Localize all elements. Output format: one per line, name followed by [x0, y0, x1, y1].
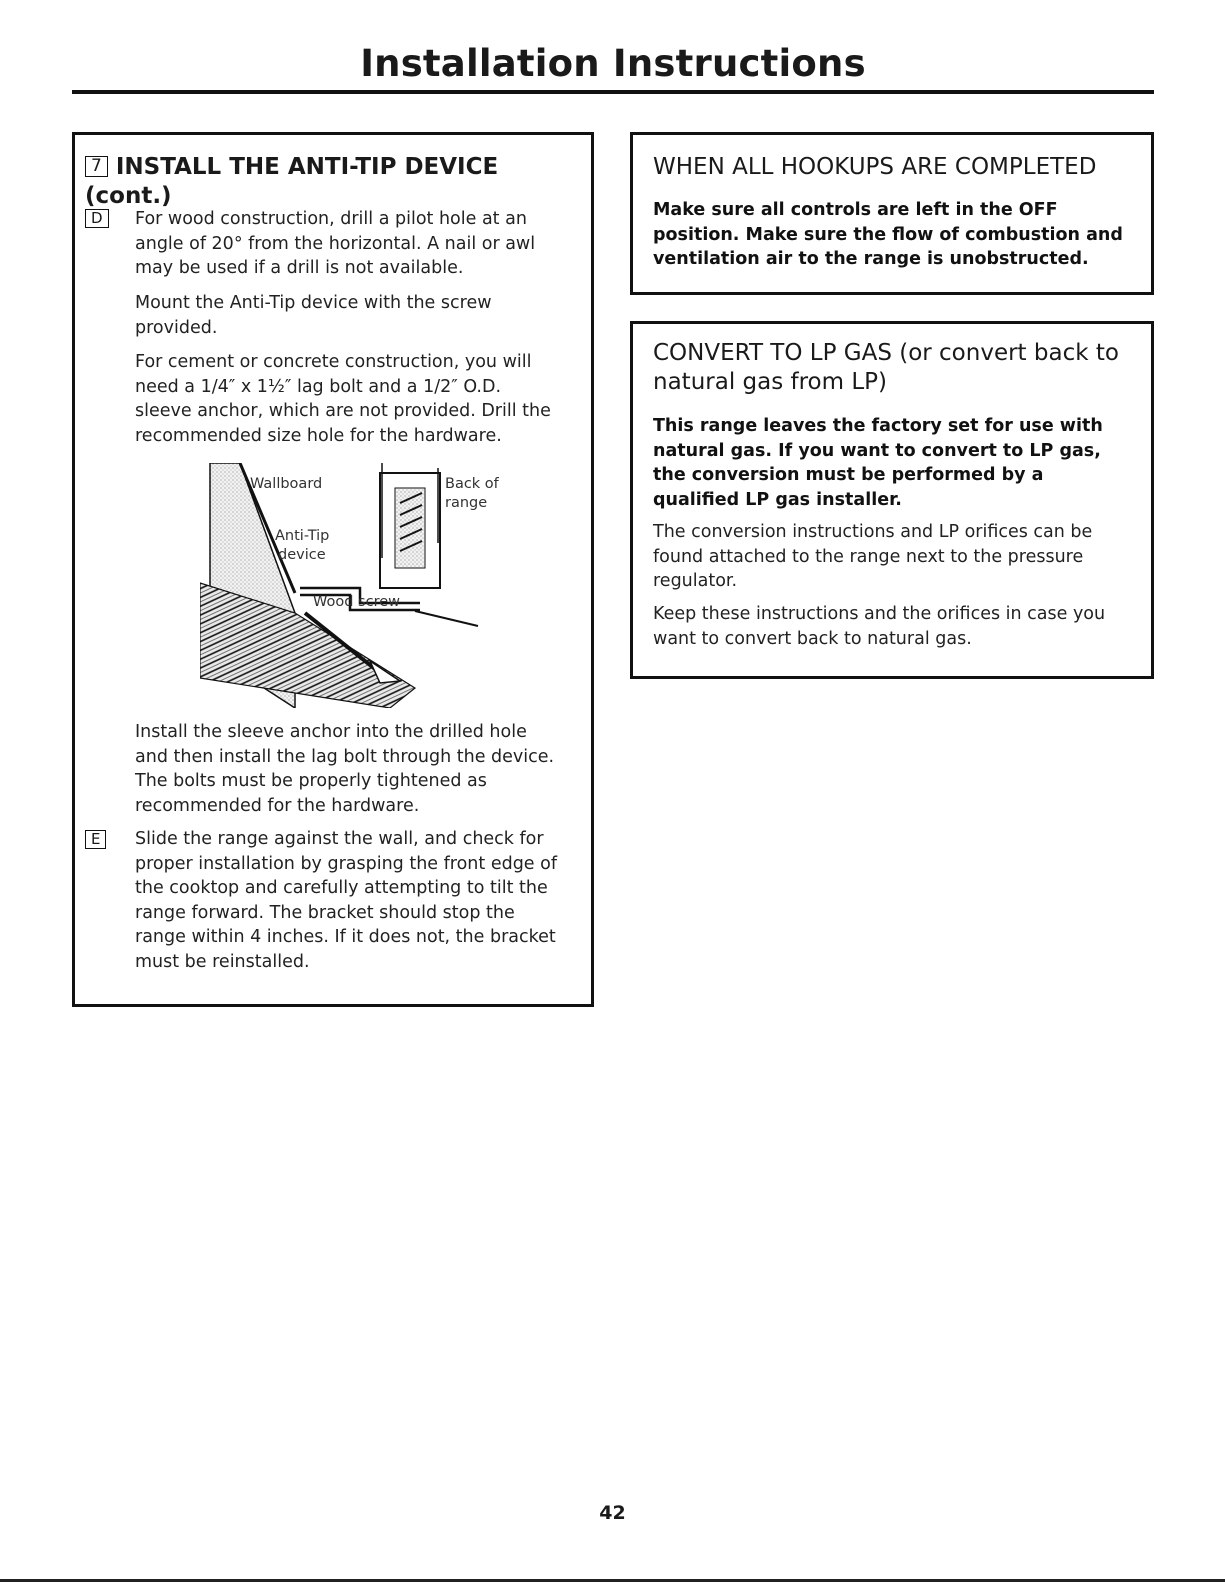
figure-label-range: range [445, 495, 488, 511]
page-number: 42 [599, 1502, 626, 1524]
bottom-divider [0, 1579, 1225, 1582]
step-number-badge: 7 [85, 156, 108, 177]
anti-tip-heading [85, 153, 591, 211]
hookups-section [630, 132, 1154, 295]
hookups-heading: WHEN ALL HOOKUPS ARE COMPLETED [653, 154, 1097, 180]
lp-paragraph-2: Keep these instructions and the orifices in case you want to convert back to natural gas. [653, 604, 1106, 649]
step-d-label: D [85, 209, 109, 228]
step-e-label: E [85, 830, 106, 849]
hookups-body: Make sure all controls are left in the OFF position. Make sure the flow of combustion and ventilation air to the range is unobstructed. [653, 200, 1123, 269]
lp-heading: CONVERT TO LP GAS (or convert back to natural gas from LP) [653, 340, 1119, 395]
figure-label-back-of: Back of [445, 476, 499, 492]
step-d-paragraph-2: Mount the Anti-Tip device with the screw provided. [135, 293, 492, 338]
figure-label-wood-screw: Wood screw [313, 594, 400, 610]
figure-label-wallboard: Wallboard [250, 476, 323, 492]
page-title: Installation Instructions [360, 42, 866, 85]
lp-paragraph-1: The conversion instructions and LP orifices can be found attached to the range next to the pressure regulator. [653, 522, 1093, 591]
figure-label-device: device [278, 547, 326, 563]
step-e-paragraph: Slide the range against the wall, and check for proper installation by grasping the front edge of the cooktop and carefully attempting to tilt the range forward. The bracket should stop the range within 4 inches. If it does not, the bracket must be reinstalled. [135, 829, 558, 972]
section-heading-text: INSTALL THE ANTI-TIP DEVICE (cont.) [85, 154, 499, 209]
title-divider [72, 90, 1154, 94]
anti-tip-section [72, 132, 594, 1007]
step-d-paragraph-1: For wood construction, drill a pilot hole at an angle of 20° from the horizontal. A nail or awl may be used if a drill is not available. [135, 209, 536, 278]
figure-label-anti-tip: Anti-Tip [275, 528, 330, 544]
anti-tip-installation-figure [200, 463, 500, 708]
lp-conversion-section [630, 321, 1154, 679]
lp-intro: This range leaves the factory set for use with natural gas. If you want to convert to LP gas, the conversion must be performed by a qualified LP gas installer. [653, 416, 1103, 510]
step-d-paragraph-3: For cement or concrete construction, you will need a 1/4″ x 1½″ lag bolt and a 1/2″ O.D. sleeve anchor, which are not provided. Drill the recommended size hole for the hardware. [135, 352, 551, 446]
after-figure-paragraph: Install the sleeve anchor into the drilled hole and then install the lag bolt through the device. The bolts must be properly tightened as recommended for the hardware. [135, 722, 555, 816]
